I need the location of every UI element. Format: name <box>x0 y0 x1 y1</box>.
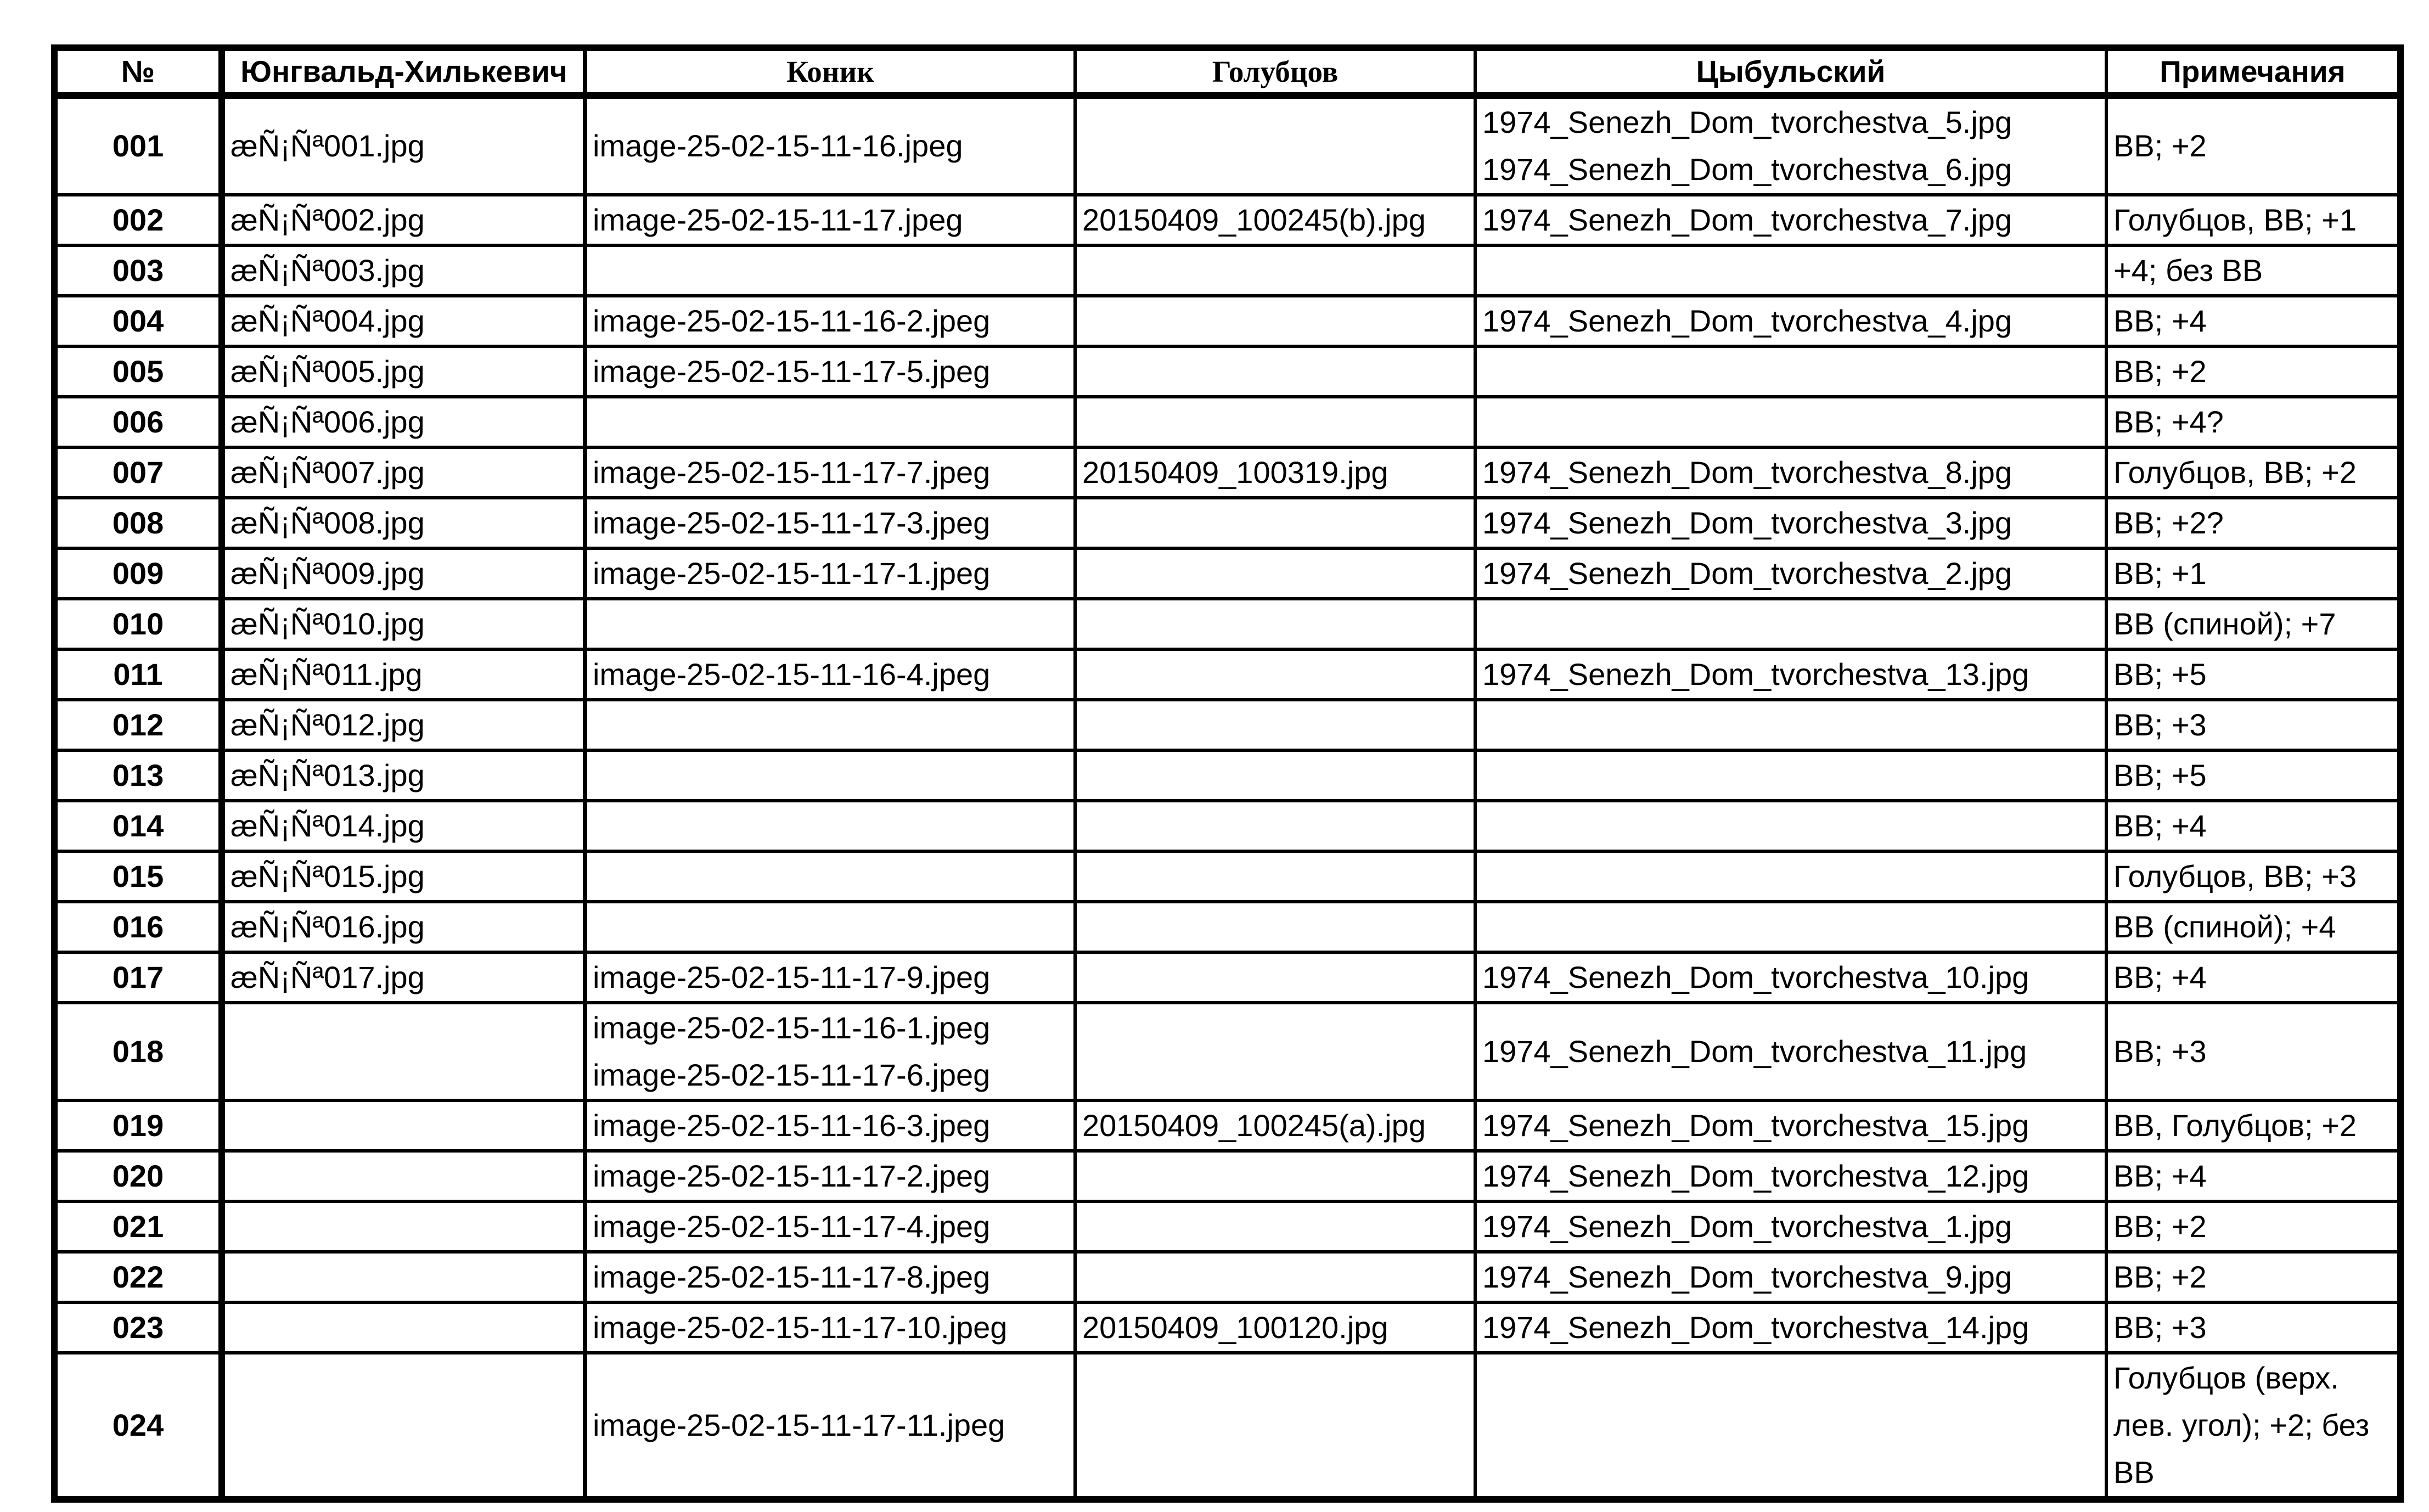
cell-yungvald-khilkevich: æÑ¡Ñª007.jpg <box>222 447 585 498</box>
cell-yungvald-khilkevich: æÑ¡Ñª004.jpg <box>222 296 585 346</box>
cell-tsybulsky <box>1475 548 2106 599</box>
cell-yungvald-khilkevich <box>222 1252 585 1302</box>
cell-golubtsov <box>1075 296 1475 346</box>
cell-notes: ВВ (спиной); +4 <box>2106 902 2400 952</box>
table-row <box>54 95 2400 195</box>
cell-golubtsov: 20150409_100245(a).jpg <box>1075 1100 1475 1151</box>
row-number: 012 <box>54 700 222 750</box>
cell-line: 1974_Senezh_Dom_tvorchestva_11.jpg <box>1482 1034 2027 1069</box>
cell-line: 1974_Senezh_Dom_tvorchestva_1.jpg <box>1482 1209 2012 1244</box>
cell-konik <box>585 801 1075 851</box>
row-number: 008 <box>54 498 222 548</box>
cell-notes: ВВ; +2? <box>2106 498 2400 548</box>
cell-golubtsov <box>1075 1353 1475 1499</box>
cell-line: 1974_Senezh_Dom_tvorchestva_14.jpg <box>1482 1310 2029 1345</box>
row-number: 011 <box>54 649 222 700</box>
cell-yungvald-khilkevich <box>222 1302 585 1353</box>
cell-yungvald-khilkevich: æÑ¡Ñª010.jpg <box>222 599 585 649</box>
cell-tsybulsky <box>1475 700 2106 750</box>
cell-yungvald-khilkevich: æÑ¡Ñª013.jpg <box>222 750 585 801</box>
cell-tsybulsky <box>1475 447 2106 498</box>
header-golubtsov: Голубцов <box>1075 48 1475 95</box>
row-number: 007 <box>54 447 222 498</box>
cell-tsybulsky <box>1475 1201 2106 1252</box>
cell-golubtsov <box>1075 952 1475 1003</box>
table-row <box>54 397 2400 447</box>
row-number: 013 <box>54 750 222 801</box>
cell-yungvald-khilkevich: æÑ¡Ñª006.jpg <box>222 397 585 447</box>
row-number: 004 <box>54 296 222 346</box>
table-body <box>54 95 2400 1499</box>
table-row <box>54 346 2400 397</box>
cell-golubtsov: 20150409_100319.jpg <box>1075 447 1475 498</box>
cell-notes: ВВ; +5 <box>2106 649 2400 700</box>
cell-line: 1974_Senezh_Dom_tvorchestva_13.jpg <box>1482 657 2029 692</box>
cell-notes: Голубцов, ВВ; +3 <box>2106 851 2400 902</box>
cell-yungvald-khilkevich: æÑ¡Ñª001.jpg <box>222 95 585 195</box>
cell-konik <box>585 902 1075 952</box>
cell-notes: Голубцов, ВВ; +2 <box>2106 447 2400 498</box>
cell-yungvald-khilkevich <box>222 1151 585 1201</box>
cell-konik: image-25-02-15-11-16-3.jpeg <box>585 1100 1075 1151</box>
cell-tsybulsky <box>1475 1100 2106 1151</box>
cell-notes: ВВ; +3 <box>2106 1302 2400 1353</box>
table-row <box>54 1100 2400 1151</box>
header-yungvald-khilkevich: Юнгвальд-Хилькевич <box>222 48 585 95</box>
cell-line: 1974_Senezh_Dom_tvorchestva_15.jpg <box>1482 1108 2029 1143</box>
cell-golubtsov <box>1075 397 1475 447</box>
table-row <box>54 801 2400 851</box>
table-row <box>54 195 2400 245</box>
cell-tsybulsky <box>1475 1302 2106 1353</box>
cell-golubtsov: 20150409_100245(b).jpg <box>1075 195 1475 245</box>
cell-tsybulsky <box>1475 245 2106 296</box>
row-number: 021 <box>54 1201 222 1252</box>
table-row <box>54 649 2400 700</box>
cell-konik: image-25-02-15-11-17-7.jpeg <box>585 447 1075 498</box>
row-number: 023 <box>54 1302 222 1353</box>
cell-konik: image-25-02-15-11-17.jpeg <box>585 195 1075 245</box>
cell-konik: image-25-02-15-11-17-5.jpeg <box>585 346 1075 397</box>
row-number: 009 <box>54 548 222 599</box>
cell-notes: ВВ; +4 <box>2106 801 2400 851</box>
cell-line: image-25-02-15-11-17-6.jpeg <box>593 1058 991 1092</box>
header-num: № <box>54 48 222 95</box>
cell-golubtsov <box>1075 1003 1475 1100</box>
table-row <box>54 1151 2400 1201</box>
cell-konik <box>585 245 1075 296</box>
cell-line: 1974_Senezh_Dom_tvorchestva_6.jpg <box>1482 152 2012 187</box>
cell-yungvald-khilkevich <box>222 1100 585 1151</box>
cell-notes: Голубцов (верх. лев. угол); +2; без ВВ <box>2106 1353 2400 1499</box>
table-row <box>54 1003 2400 1100</box>
cell-golubtsov <box>1075 1252 1475 1302</box>
table-row <box>54 952 2400 1003</box>
row-number: 015 <box>54 851 222 902</box>
cell-notes: ВВ; +5 <box>2106 750 2400 801</box>
cell-tsybulsky <box>1475 649 2106 700</box>
cell-golubtsov <box>1075 902 1475 952</box>
table-row <box>54 700 2400 750</box>
cell-konik <box>585 1003 1075 1100</box>
cell-tsybulsky <box>1475 95 2106 195</box>
cell-konik: image-25-02-15-11-17-10.jpeg <box>585 1302 1075 1353</box>
cell-konik <box>585 397 1075 447</box>
row-number: 005 <box>54 346 222 397</box>
row-number: 016 <box>54 902 222 952</box>
row-number: 022 <box>54 1252 222 1302</box>
cell-golubtsov <box>1075 700 1475 750</box>
row-number: 020 <box>54 1151 222 1201</box>
cell-notes: ВВ; +4 <box>2106 952 2400 1003</box>
row-number: 010 <box>54 599 222 649</box>
row-number: 006 <box>54 397 222 447</box>
cell-golubtsov <box>1075 1151 1475 1201</box>
row-number: 002 <box>54 195 222 245</box>
cell-tsybulsky <box>1475 851 2106 902</box>
cell-konik <box>585 700 1075 750</box>
cell-konik: image-25-02-15-11-17-3.jpeg <box>585 498 1075 548</box>
header-row <box>54 48 2400 95</box>
header-konik: Коник <box>585 48 1075 95</box>
cell-line: 1974_Senezh_Dom_tvorchestva_9.jpg <box>1482 1260 2012 1294</box>
cell-golubtsov <box>1075 599 1475 649</box>
row-number: 014 <box>54 801 222 851</box>
cell-golubtsov <box>1075 95 1475 195</box>
cell-konik: image-25-02-15-11-17-11.jpeg <box>585 1353 1075 1499</box>
cell-golubtsov <box>1075 801 1475 851</box>
photo-index-table <box>51 44 2404 1503</box>
row-number: 017 <box>54 952 222 1003</box>
cell-notes: ВВ; +1 <box>2106 548 2400 599</box>
header-tsybulsky: Цыбульский <box>1475 48 2106 95</box>
table-row <box>54 447 2400 498</box>
cell-golubtsov <box>1075 346 1475 397</box>
cell-tsybulsky <box>1475 296 2106 346</box>
cell-yungvald-khilkevich: æÑ¡Ñª003.jpg <box>222 245 585 296</box>
cell-golubtsov <box>1075 851 1475 902</box>
cell-golubtsov <box>1075 245 1475 296</box>
cell-line: 1974_Senezh_Dom_tvorchestva_8.jpg <box>1482 455 2012 490</box>
cell-yungvald-khilkevich: æÑ¡Ñª008.jpg <box>222 498 585 548</box>
cell-konik <box>585 750 1075 801</box>
cell-notes: ВВ, Голубцов; +2 <box>2106 1100 2400 1151</box>
cell-notes: ВВ; +2 <box>2106 1201 2400 1252</box>
table-row <box>54 1353 2400 1499</box>
cell-yungvald-khilkevich: æÑ¡Ñª011.jpg <box>222 649 585 700</box>
cell-line: 1974_Senezh_Dom_tvorchestva_10.jpg <box>1482 960 2029 994</box>
row-number: 018 <box>54 1003 222 1100</box>
table-row <box>54 1252 2400 1302</box>
cell-golubtsov <box>1075 548 1475 599</box>
cell-konik: image-25-02-15-11-16.jpeg <box>585 95 1075 195</box>
cell-notes: ВВ; +2 <box>2106 1252 2400 1302</box>
cell-notes: +4; без ВВ <box>2106 245 2400 296</box>
cell-tsybulsky <box>1475 346 2106 397</box>
table-row <box>54 245 2400 296</box>
row-number: 003 <box>54 245 222 296</box>
cell-konik: image-25-02-15-11-17-2.jpeg <box>585 1151 1075 1201</box>
header-notes: Примечания <box>2106 48 2400 95</box>
cell-golubtsov <box>1075 498 1475 548</box>
table-row <box>54 1201 2400 1252</box>
cell-line: 1974_Senezh_Dom_tvorchestva_4.jpg <box>1482 303 2012 338</box>
cell-tsybulsky <box>1475 1252 2106 1302</box>
cell-notes: ВВ; +4 <box>2106 296 2400 346</box>
cell-yungvald-khilkevich <box>222 1003 585 1100</box>
cell-notes: ВВ; +4? <box>2106 397 2400 447</box>
cell-tsybulsky <box>1475 1151 2106 1201</box>
table-row <box>54 1302 2400 1353</box>
cell-line: image-25-02-15-11-16-1.jpeg <box>593 1010 991 1045</box>
cell-tsybulsky <box>1475 195 2106 245</box>
cell-line: 1974_Senezh_Dom_tvorchestva_2.jpg <box>1482 556 2012 591</box>
cell-tsybulsky <box>1475 952 2106 1003</box>
cell-konik: image-25-02-15-11-16-2.jpeg <box>585 296 1075 346</box>
cell-golubtsov <box>1075 1201 1475 1252</box>
table-row <box>54 902 2400 952</box>
cell-notes: ВВ; +2 <box>2106 95 2400 195</box>
cell-konik: image-25-02-15-11-17-9.jpeg <box>585 952 1075 1003</box>
cell-line: 1974_Senezh_Dom_tvorchestva_3.jpg <box>1482 505 2012 540</box>
cell-notes: ВВ; +3 <box>2106 700 2400 750</box>
cell-notes: ВВ; +4 <box>2106 1151 2400 1201</box>
cell-yungvald-khilkevich: æÑ¡Ñª002.jpg <box>222 195 585 245</box>
cell-konik: image-25-02-15-11-17-1.jpeg <box>585 548 1075 599</box>
cell-line: 1974_Senezh_Dom_tvorchestva_7.jpg <box>1482 203 2012 237</box>
cell-yungvald-khilkevich: æÑ¡Ñª012.jpg <box>222 700 585 750</box>
table-header <box>54 48 2400 95</box>
cell-notes: ВВ; +3 <box>2106 1003 2400 1100</box>
cell-golubtsov <box>1075 649 1475 700</box>
cell-yungvald-khilkevich <box>222 1353 585 1499</box>
cell-golubtsov: 20150409_100120.jpg <box>1075 1302 1475 1353</box>
cell-konik: image-25-02-15-11-17-4.jpeg <box>585 1201 1075 1252</box>
cell-tsybulsky <box>1475 750 2106 801</box>
table-row <box>54 498 2400 548</box>
cell-yungvald-khilkevich <box>222 1201 585 1252</box>
cell-tsybulsky <box>1475 397 2106 447</box>
cell-yungvald-khilkevich: æÑ¡Ñª017.jpg <box>222 952 585 1003</box>
cell-notes: ВВ (спиной); +7 <box>2106 599 2400 649</box>
row-number: 001 <box>54 95 222 195</box>
cell-notes: Голубцов, ВВ; +1 <box>2106 195 2400 245</box>
table-row <box>54 548 2400 599</box>
cell-yungvald-khilkevich: æÑ¡Ñª015.jpg <box>222 851 585 902</box>
cell-tsybulsky <box>1475 1003 2106 1100</box>
cell-golubtsov <box>1075 750 1475 801</box>
table-row <box>54 296 2400 346</box>
cell-konik <box>585 599 1075 649</box>
cell-tsybulsky <box>1475 599 2106 649</box>
cell-yungvald-khilkevich: æÑ¡Ñª009.jpg <box>222 548 585 599</box>
cell-line: 1974_Senezh_Dom_tvorchestva_5.jpg <box>1482 105 2012 139</box>
row-number: 024 <box>54 1353 222 1499</box>
row-number: 019 <box>54 1100 222 1151</box>
cell-yungvald-khilkevich: æÑ¡Ñª016.jpg <box>222 902 585 952</box>
cell-tsybulsky <box>1475 902 2106 952</box>
cell-yungvald-khilkevich: æÑ¡Ñª005.jpg <box>222 346 585 397</box>
table-row <box>54 750 2400 801</box>
cell-line: 1974_Senezh_Dom_tvorchestva_12.jpg <box>1482 1159 2029 1193</box>
table-row <box>54 599 2400 649</box>
cell-konik <box>585 851 1075 902</box>
cell-tsybulsky <box>1475 801 2106 851</box>
table-row <box>54 851 2400 902</box>
cell-yungvald-khilkevich: æÑ¡Ñª014.jpg <box>222 801 585 851</box>
cell-notes: ВВ; +2 <box>2106 346 2400 397</box>
cell-konik: image-25-02-15-11-16-4.jpeg <box>585 649 1075 700</box>
cell-tsybulsky <box>1475 498 2106 548</box>
cell-tsybulsky <box>1475 1353 2106 1499</box>
cell-konik: image-25-02-15-11-17-8.jpeg <box>585 1252 1075 1302</box>
